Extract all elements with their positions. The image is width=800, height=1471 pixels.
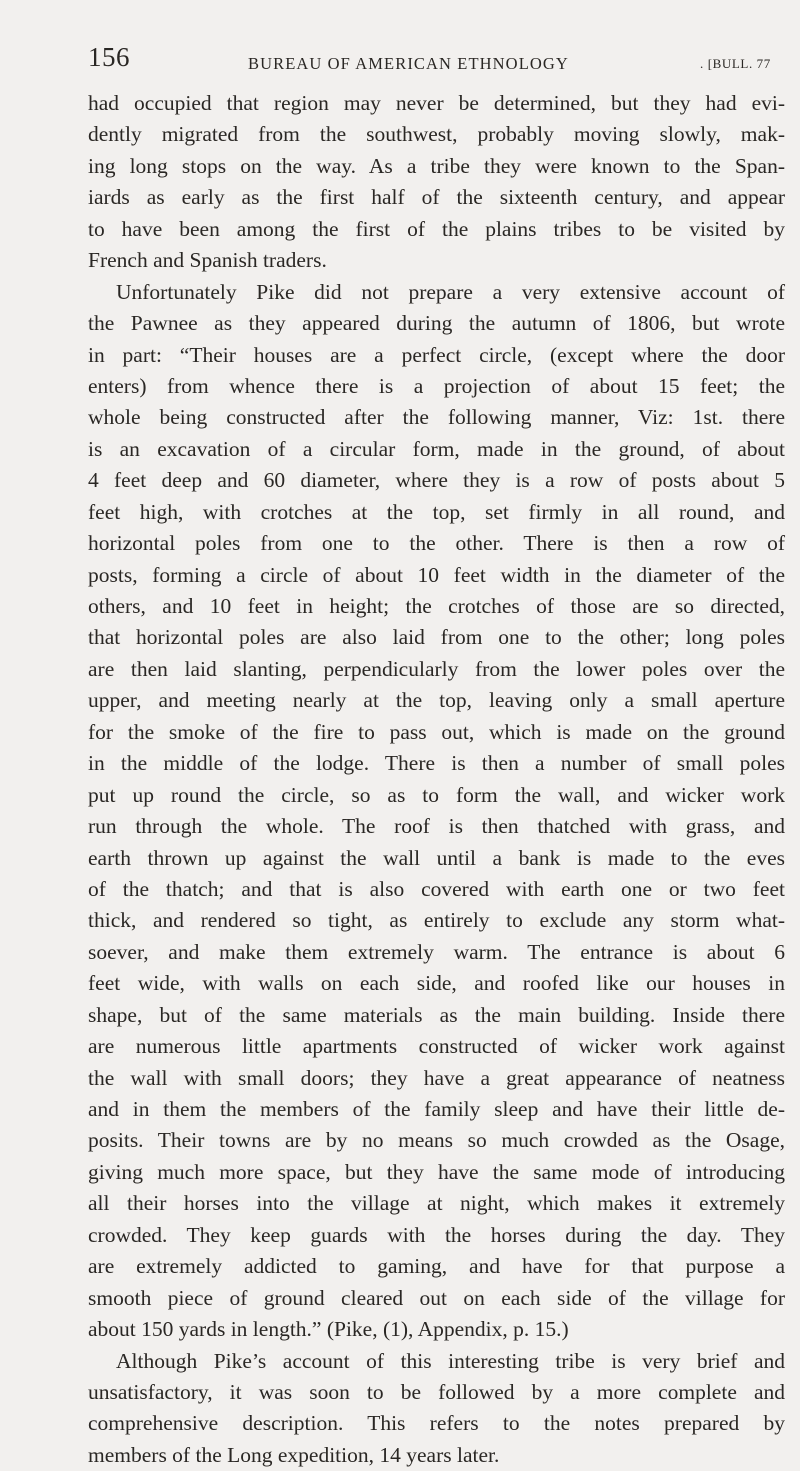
text-line: all their horses into the village at night, which makes it extremely [88, 1191, 785, 1216]
text-line: run through the whole. The roof is then thatched with grass, and [88, 814, 785, 839]
text-line: Although Pike’s account of this interesting tribe is very brief and [116, 1348, 785, 1373]
text-line: giving much more space, but they have the same mode of introducing [88, 1159, 785, 1184]
text-line: dently migrated from the southwest, probably moving slowly, mak- [88, 122, 785, 147]
running-head: BUREAU OF AMERICAN ETHNOLOGY [248, 54, 569, 73]
bulletin-reference: . [BULL. 77 [700, 56, 771, 71]
text-line: are numerous little apartments constructed of wicker work against [88, 1034, 785, 1059]
text-line: 4 feet deep and 60 diameter, where they is a row of posts about 5 [88, 468, 785, 493]
text-line: and in them the members of the family sleep and have their little de- [88, 1097, 785, 1121]
text-line: are then laid slanting, perpendicularly from the lower poles over the [88, 656, 785, 681]
text-line: whole being constructed after the following manner, Viz: 1st. there [88, 405, 785, 430]
text-line: thick, and rendered so tight, as entirely to exclude any storm what- [88, 908, 785, 933]
text-line: for the smoke of the fire to pass out, which is made on the ground [88, 719, 785, 744]
text-line: French and Spanish traders. [88, 248, 327, 273]
text-line: earth thrown up against the wall until a bank is made to the eves [88, 845, 785, 870]
text-line: iards as early as the first half of the sixteenth century, and appear [88, 185, 785, 210]
text-line: crowded. They keep guards with the horses during the day. They [88, 1222, 785, 1247]
text-line: posts, forming a circle of about 10 feet width in the diameter of the [88, 562, 785, 587]
text-line: Unfortunately Pike did not prepare a very extensive account of [116, 279, 785, 304]
text-line: members of the Long expedition, 14 years later. [88, 1442, 500, 1467]
text-line: about 150 yards in length.” (Pike, (1), Appendix, p. 15.) [88, 1317, 569, 1342]
body-text [88, 88, 785, 1471]
text-line: soever, and make them extremely warm. The entrance is about 6 [88, 939, 785, 964]
text-line: posits. Their towns are by no means so much crowded as the Osage, [88, 1128, 785, 1153]
text-line: ing long stops on the way. As a tribe they were known to the Span- [88, 153, 785, 178]
text-line: are extremely addicted to gaming, and have for that purpose a [88, 1254, 785, 1279]
text-line: others, and 10 feet in height; the crotches of those are so directed, [88, 594, 785, 618]
page-number: 156 [88, 42, 130, 72]
text-line: comprehensive description. This refers to the notes prepared by [88, 1411, 785, 1436]
text-line: enters) from whence there is a projection of about 15 feet; the [88, 373, 785, 398]
text-line: feet wide, with walls on each side, and roofed like our houses in [88, 971, 785, 996]
text-line: of the thatch; and that is also covered with earth one or two feet [88, 876, 785, 901]
text-line: feet high, with crotches at the top, set firmly in all round, and [88, 499, 785, 524]
text-line: unsatisfactory, it was soon to be followed by a more complete and [88, 1379, 785, 1404]
text-line: the Pawnee as they appeared during the autumn of 1806, but wrote [88, 311, 785, 336]
text-line: that horizontal poles are also laid from one to the other; long poles [88, 625, 785, 650]
text-line: to have been among the first of the plains tribes to be visited by [88, 216, 785, 241]
page-header [88, 42, 788, 82]
text-line: put up round the circle, so as to form the wall, and wicker work [88, 782, 785, 807]
text-line: had occupied that region may never be determined, but they had evi- [88, 91, 785, 115]
text-line: shape, but of the same materials as the main building. Inside there [88, 1002, 785, 1027]
text-line: in the middle of the lodge. There is then a number of small poles [88, 751, 785, 776]
text-line: is an excavation of a circular form, made in the ground, of about [88, 436, 785, 461]
text-line: the wall with small doors; they have a great appearance of neatness [88, 1065, 785, 1090]
text-line: smooth piece of ground cleared out on each side of the village for [88, 1285, 785, 1310]
text-line: in part: “Their houses are a perfect circle, (except where the door [88, 342, 785, 367]
text-line: upper, and meeting nearly at the top, leaving only a small aperture [88, 688, 785, 713]
text-line: horizontal poles from one to the other. There is then a row of [88, 531, 785, 556]
